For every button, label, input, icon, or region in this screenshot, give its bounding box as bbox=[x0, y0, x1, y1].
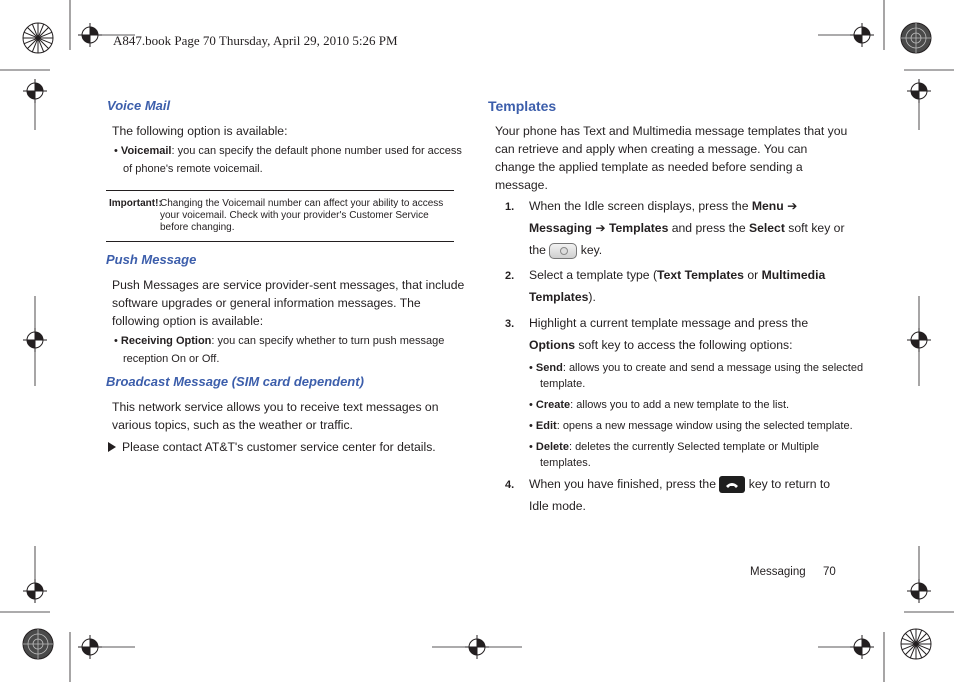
step-number: 1. bbox=[505, 201, 515, 213]
push-para-3: following option is available: bbox=[112, 314, 264, 328]
step-number: 4. bbox=[505, 479, 515, 491]
templates-para-4: message. bbox=[495, 178, 548, 192]
push-para-1: Push Messages are service provider-sent messages, that include bbox=[112, 278, 465, 292]
voice-mail-intro: The following option is available: bbox=[112, 124, 288, 138]
templates-para-2: can retrieve and apply when creating a message. You can bbox=[495, 142, 808, 156]
step-1-line-2: Messaging ➔ Templates and press the Select soft key or bbox=[529, 221, 845, 235]
important-line-2: your voicemail. Check with your provider's Customer Service bbox=[160, 210, 429, 221]
step-number: 3. bbox=[505, 318, 515, 330]
option-send: • Send: allows you to create and send a message using the selected bbox=[529, 362, 864, 374]
option-edit: • Edit: opens a new message window using the selected template. bbox=[529, 420, 853, 432]
step-3-line-2: Options soft key to access the following options: bbox=[529, 338, 793, 352]
push-para-2: software upgrades or general information messages. The bbox=[112, 296, 421, 310]
important-label: Important!: bbox=[109, 198, 162, 209]
option-delete-cont: templates. bbox=[540, 457, 591, 469]
step-4-line-2: Idle mode. bbox=[529, 499, 586, 513]
option-create: • Create: allows you to add a new template to the list. bbox=[529, 399, 790, 411]
note-text: Please contact AT&T's customer service center for details. bbox=[122, 440, 436, 454]
bullet-text: : you can specify the default phone number used for access bbox=[171, 145, 462, 157]
heading-voice-mail: Voice Mail bbox=[107, 98, 171, 113]
templates-para-1: Your phone has Text and Multimedia message templates that you bbox=[495, 124, 848, 138]
step-4-line-1: When you have finished, press the key to return to bbox=[529, 475, 830, 493]
broadcast-para-2: various topics, such as the weather or traffic. bbox=[112, 418, 353, 432]
step-2-line-2: Templates). bbox=[529, 290, 596, 304]
bullet-term: Voicemail bbox=[120, 145, 172, 157]
heading-broadcast-message: Broadcast Message (SIM card dependent) bbox=[106, 374, 364, 389]
page-number: 70 bbox=[823, 566, 836, 578]
receiving-option-bullet: • Receiving Option: you can specify whether to turn push message bbox=[114, 335, 445, 347]
receiving-option-bullet-cont: reception On or Off. bbox=[123, 353, 220, 365]
step-number: 2. bbox=[505, 270, 515, 282]
heading-push-message: Push Message bbox=[106, 252, 197, 267]
bullet-term: Receiving Option bbox=[120, 335, 212, 347]
important-line-3: before changing. bbox=[160, 222, 235, 233]
bullet-text: : you can specify whether to turn push message bbox=[211, 335, 445, 347]
step-3-line-1: Highlight a current template message and press the bbox=[529, 316, 809, 330]
step-1-line-1: When the Idle screen displays, press the Menu ➔ bbox=[529, 199, 798, 213]
option-send-cont: template. bbox=[540, 378, 586, 390]
heading-templates: Templates bbox=[488, 98, 557, 114]
voicemail-bullet: • Voicemail: you can specify the default phone number used for access bbox=[114, 145, 462, 157]
voicemail-bullet-cont: of phone's remote voicemail. bbox=[123, 163, 263, 175]
step-1-line-3: the key. bbox=[529, 243, 603, 257]
broadcast-para-1: This network service allows you to receive text messages on bbox=[112, 400, 439, 414]
page-header: A847.book Page 70 Thursday, April 29, 2010 5:26 PM bbox=[113, 33, 398, 48]
footer-section: Messaging bbox=[750, 566, 806, 578]
step-2-line-1: Select a template type (Text Templates or Multimedia bbox=[529, 268, 826, 282]
important-line-1: Changing the Voicemail number can affect your ability to access bbox=[160, 198, 444, 209]
option-delete: • Delete: deletes the currently Selected template or Multiple bbox=[529, 441, 820, 453]
templates-para-3: change the applied template as needed before sending a bbox=[495, 160, 803, 174]
